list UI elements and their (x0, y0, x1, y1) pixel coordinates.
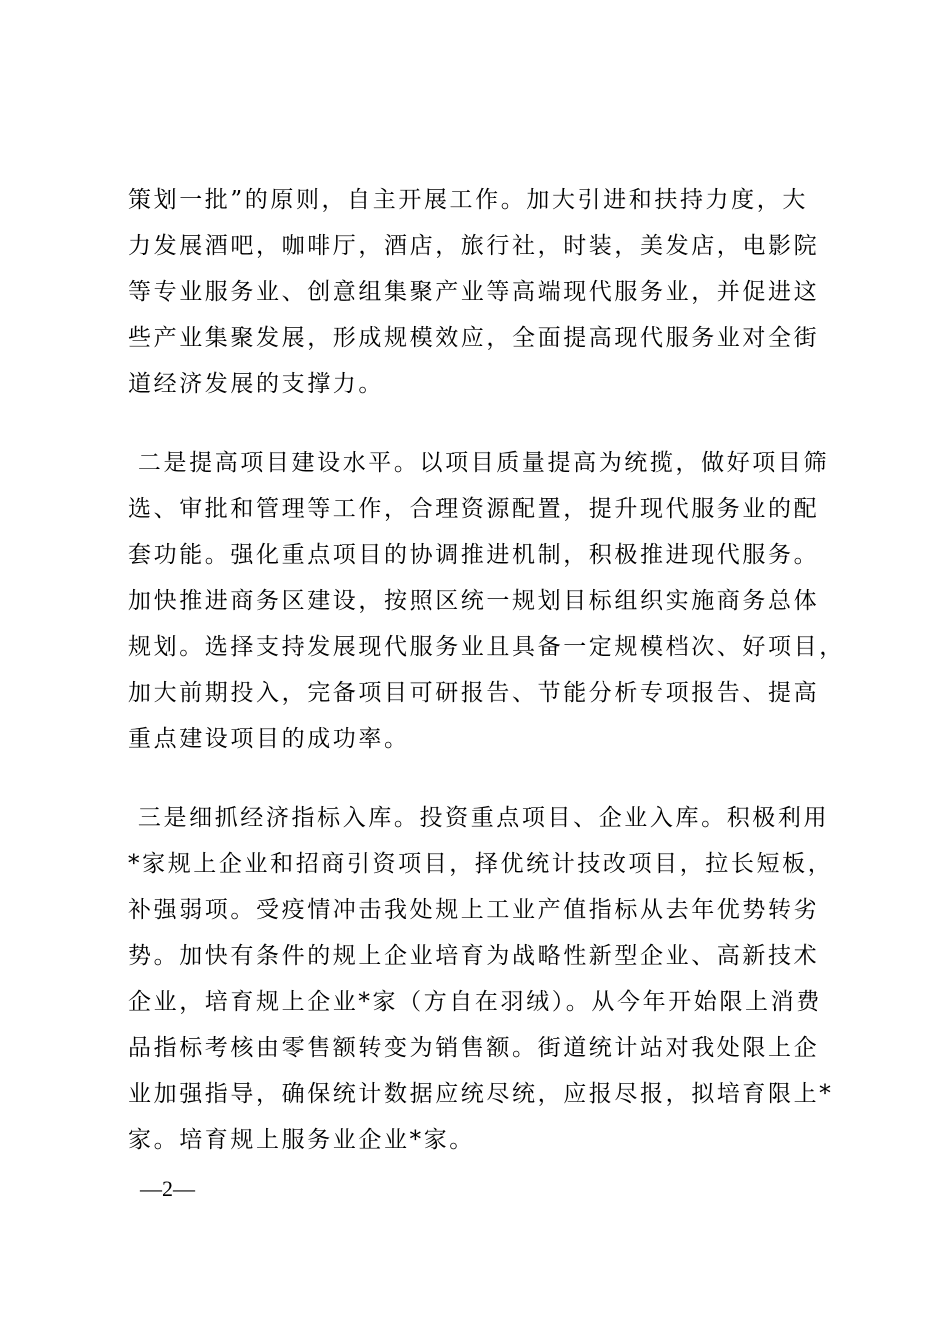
text-line: 加快推进商务区建设，按照区统一规划目标组织实施商务总体 (128, 588, 820, 614)
text-line: 加大前期投入，完备项目可研报告、节能分析专项报告、提高 (128, 680, 820, 706)
text-line: 二是提高项目建设水平。以项目质量提高为统揽，做好项目筛 (128, 450, 830, 476)
text-line: 道经济发展的支撑力。 (128, 371, 384, 397)
text-line: 策划一批”的原则，自主开展工作。加大引进和扶持力度，大 (128, 187, 808, 213)
text-line: 重点建设项目的成功率。 (128, 726, 410, 752)
paragraph-project-construction (128, 440, 845, 762)
page-number: —2— (140, 1176, 195, 1201)
text-line: 补强弱项。受疫情冲击我处规上工业产值指标从去年优势转劣 (128, 897, 820, 923)
text-line: 等专业服务业、创意组集聚产业等高端现代服务业，并促进这 (128, 279, 820, 305)
text-line: 三是细抓经济指标入库。投资重点项目、企业入库。积极利用 (128, 805, 830, 831)
text-line: 业加强指导，确保统计数据应统尽统，应报尽报，拟培育限上* (128, 1081, 834, 1107)
text-line: 规划。选择支持发展现代服务业且具备一定规模档次、好项目， (128, 634, 845, 660)
text-line: 家。培育规上服务业企业*家。 (128, 1127, 475, 1153)
text-line: 企业，培育规上企业*家（方自在羽绒）。从今年开始限上消费 (128, 989, 822, 1015)
text-line: 势。加快有条件的规上企业培育为战略性新型企业、高新技术 (128, 943, 820, 969)
paragraph-economic-indicators (128, 795, 834, 1163)
text-line: 选、审批和管理等工作，合理资源配置，提升现代服务业的配 (128, 496, 820, 522)
text-line: 品指标考核由零售额转变为销售额。街道统计站对我处限上企 (128, 1035, 820, 1061)
text-line: 套功能。强化重点项目的协调推进机制，积极推进现代服务。 (128, 542, 820, 568)
paragraph-service-industry (128, 177, 828, 407)
text-line: *家规上企业和招商引资项目，择优统计技改项目，拉长短板， (128, 851, 834, 877)
text-line: 些产业集聚发展，形成规模效应，全面提高现代服务业对全街 (128, 325, 820, 351)
text-line: 力发展酒吧，咖啡厅，酒店，旅行社，时装，美发店，电影院 (128, 233, 820, 259)
